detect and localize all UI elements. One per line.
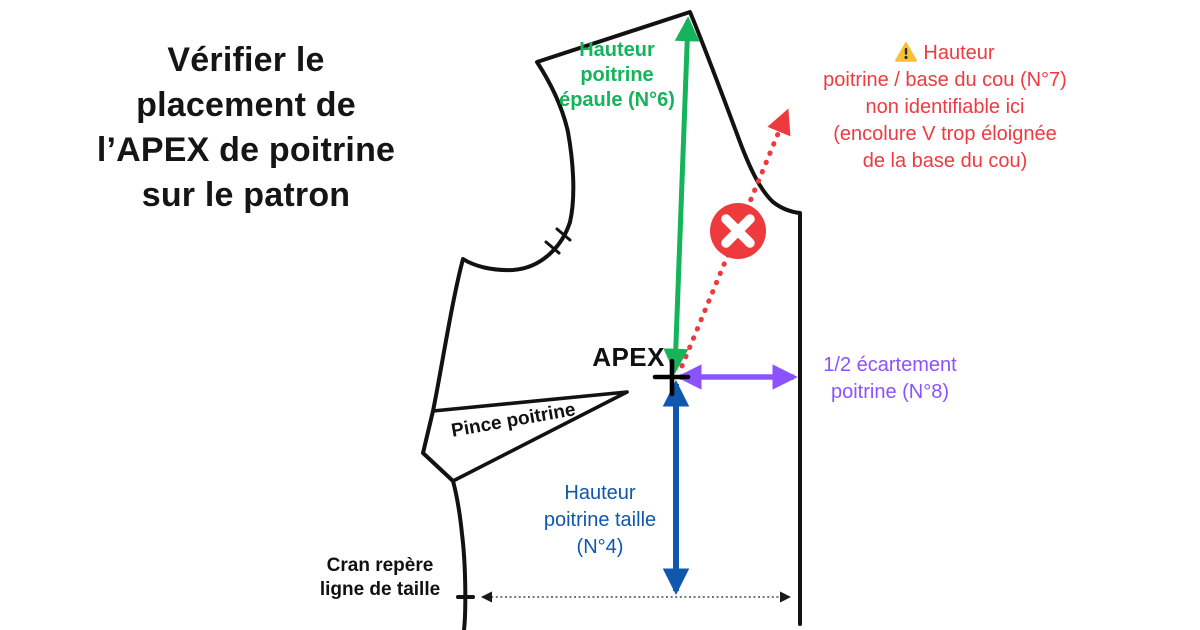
- warning-triangle-icon: [895, 42, 917, 62]
- waist-height-label: Hauteur poitrine taille (N°4): [543, 482, 657, 558]
- waist-notch-label: Cran repère ligne de taille: [319, 555, 441, 600]
- warning-text: Hauteur: [923, 42, 995, 64]
- title-line: Vérifier le: [167, 41, 325, 79]
- error-x-icon: [710, 203, 766, 259]
- title-line: sur le patron: [141, 176, 351, 214]
- apex-label: APEX: [592, 342, 665, 372]
- bust-spread-label: 1/2 écartement poitrine (N°8): [823, 354, 957, 403]
- title-line: l’APEX de poitrine: [96, 131, 396, 169]
- page-title: [36, 38, 456, 218]
- neck-warning-label: Hauteur poitrine / base du cou (N°7) non identifiable ici (encolure V trop éloignée de la base du cou): [823, 42, 1067, 172]
- title-line: placement de: [136, 86, 356, 124]
- shoulder-height-label: Hauteur poitrine épaule (N°6): [559, 39, 675, 111]
- dart-label: Pince poitrine: [449, 399, 578, 442]
